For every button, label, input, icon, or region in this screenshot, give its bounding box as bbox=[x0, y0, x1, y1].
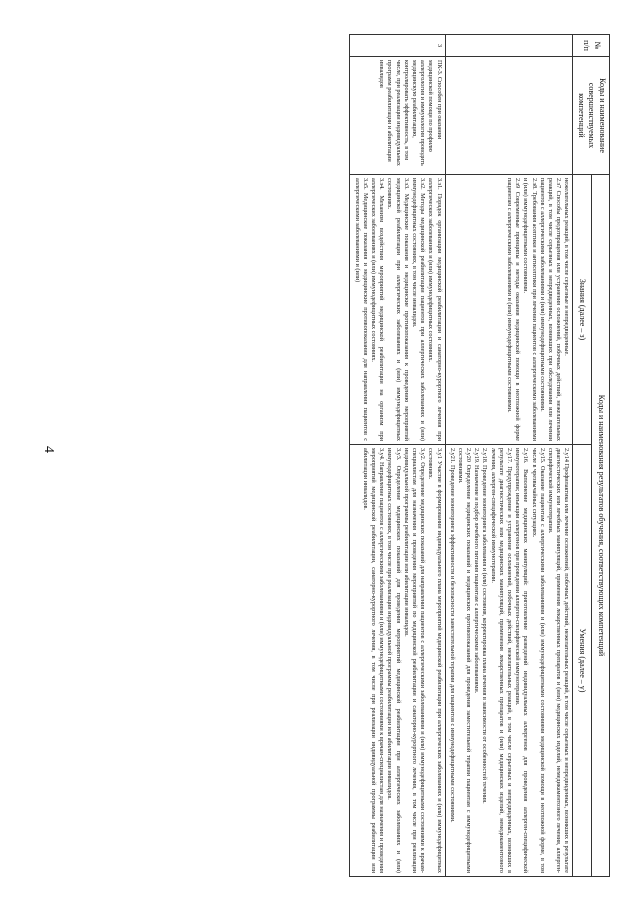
skill-item: 3.у1 Участие в формировании индивидуального плана мероприятий медицинской реабилитации при аллергических заболеваниях и (или) иммунодефицитных состояниях. bbox=[427, 448, 443, 873]
skill-item: 3.у2. Определение медицинских показаний для направления пациентов с аллергическими заболеваниями и (или) иммунодефицитными состояниями к врачам-специалистам для назначения и проведения мероприятий по медицинской реабилитации и санаторно-курортного лечения, в том числе при реализации индивидуальной программы реабилитации или абилитации инвалидов. bbox=[402, 448, 427, 873]
knowledge-item: 3.з2. Методы медицинской реабилитации пациентов при аллергических заболеваниях и (или) иммунодефицитных состояниях, в том числе инвалидов. bbox=[410, 178, 427, 441]
knowledge-item: 3.з1. Порядок организации медицинской реабилитации и санаторно-курортного лечения при аллергических заболеваниях и (или) иммунодефицитных состояниях. bbox=[427, 178, 443, 441]
knowledge-item: нежелательных реакций, в том числе серьезные и непредвиденные. bbox=[563, 178, 571, 356]
cell-knowledge bbox=[350, 175, 445, 445]
skill-item: 3.у4. Направление пациентов с аллергическими заболеваниями и (или) иммунодефицитными состояниями к врачам-специалистам для назначения и проведения мероприятий медицинской реабилитации, санаторно-курортного лечения, в том числе при реализации индивидуальной программы реабилитации или абилитации инвалидов. bbox=[361, 448, 386, 873]
header-row-main bbox=[591, 35, 609, 877]
table-row-3 bbox=[350, 35, 445, 877]
skill-item: 3.у3. Определение медицинских показаний для проведения мероприятий медицинской реабилитации при аллергических заболеваниях и (или) иммунодефицитных состояниях, в том числе при реализации индивидуальной программы реабилитации или абилитации инвалидов. bbox=[386, 448, 402, 873]
header-codes: Коды и наименование совершенствуемых компетенций bbox=[573, 57, 610, 175]
knowledge-item: 3.з3. Медицинские показания и медицинские противопоказания к проведению мероприятий медицинской реабилитации при аллергических заболеваниях и (или) иммунодефицитных состояниях. bbox=[386, 178, 410, 441]
cell-skills bbox=[350, 445, 445, 877]
knowledge-item: 3.з5. Медицинские показания и медицинские противопоказания для направления пациентов с аллергическими заболеваниями и (или) bbox=[353, 178, 369, 441]
cell-competence: ПК-3. Способен при оказании медицинской помощи по профилю аллергология и иммунология проводить медицинскую реабилитацию, контролировать эффективность, в том числе, при реализации индивидуальных программ реабилитации и абилитации инвалидов bbox=[350, 57, 445, 175]
skill-item: 2.у15. Оказание пациентам с аллергическими заболеваниями и (или) иммунодефицитными состояниями медицинской помощи в неотложной форме, в том числе в чрезвычайных ситуациях. bbox=[530, 448, 546, 873]
cell-skills bbox=[445, 445, 573, 877]
cell-num: 3 bbox=[350, 35, 445, 57]
skill-item: 2.у17. Предупреждение и устранение осложнений, побочных действий, нежелательных реакций, в том числе серьезных и непредвиденных, возникших в результате диагностических или медицинских манипуляций, применения лекарственных препаратов и (или) медицинских изделий, немедикаментозного лечения, аллерген-специфической иммунотерапии. bbox=[489, 448, 514, 873]
cell-knowledge bbox=[445, 175, 573, 445]
competence-table bbox=[349, 34, 610, 877]
page-number: 4 bbox=[41, 446, 56, 453]
header-knowledge: Знания (далее – з) bbox=[573, 175, 591, 445]
skill-item: 2.у14 Профилактика или лечение осложнений, побочных действий, нежелательных реакций, в том числе серьезных и непредвиденных, возникших в результате диагностических или лечебных манипуляций, применения лекарственных препаратов и (или) медицинских изделий, немедикаментозного лечения, аллерген-специфической иммунотерапии. bbox=[546, 448, 571, 873]
skill-item: 2.у20 Определение медицинских показаний и медицинских противопоказаний для проведения заместительной терапии пациентам с иммунодефицитными состояниями. bbox=[456, 448, 473, 873]
competence-table-sheet bbox=[50, 34, 610, 876]
cell-num-empty bbox=[445, 35, 573, 57]
knowledge-item: 3.з4. Механизм воздействия мероприятий медицинской реабилитации на организм при аллергических заболеваниях и (или) иммунодефицитных состояниях. bbox=[370, 178, 386, 441]
header-skills: Умения (далее – у) bbox=[573, 445, 591, 877]
skill-item: 2.у19. Назначение и подбор лечебного питания пациентам с аллергическими заболеваниями. bbox=[473, 448, 481, 694]
header-num: № п/п bbox=[573, 35, 610, 57]
cell-competence-empty bbox=[445, 57, 573, 175]
skill-item: 2.у18. Проведение мониторинга заболевания и (или) состояния, корректировка плана лечения в зависимости от особенностей течения. bbox=[481, 448, 489, 804]
skill-item: 2.у21. Проведение мониторинга эффективности и безопасности заместительной терапии для пациентов с иммунодефицитными состояниями. bbox=[448, 448, 456, 823]
knowledge-item: 2.з9 Современные принципы и методы оказания медицинской помощи в неотложной форме пациентам с аллергическими заболеваниями и (или) иммунодефицитными состояниями. bbox=[506, 178, 522, 441]
table-row-continued bbox=[445, 35, 573, 877]
knowledge-item: 2.з8. Требования асептики и антисептики при лечении пациентов с аллергическими заболеваниями и (или) иммунодефицитными состояниями. bbox=[522, 178, 538, 441]
header-results: Коды и наименования результатов обучения, соответствующих компетенций bbox=[591, 175, 609, 877]
skill-item: 2.у16. Выполнение медицинских манипуляций: приготовление разведений индивидуальных аллергенов для проведения аллерген-специфической иммунотерапии; инъекции аллергенов при проведении аллерген-специфической иммунотерапии. bbox=[514, 448, 530, 873]
knowledge-item: 2.з7 Способы предотвращения или устранения осложнений, побочных действий, нежелательных реакций, в том числе серьезных и непредвиденных, возникших при обследовании или лечении пациентов с аллергическими заболеваниями и (или) иммунодефицитными состояниями. bbox=[538, 178, 563, 441]
